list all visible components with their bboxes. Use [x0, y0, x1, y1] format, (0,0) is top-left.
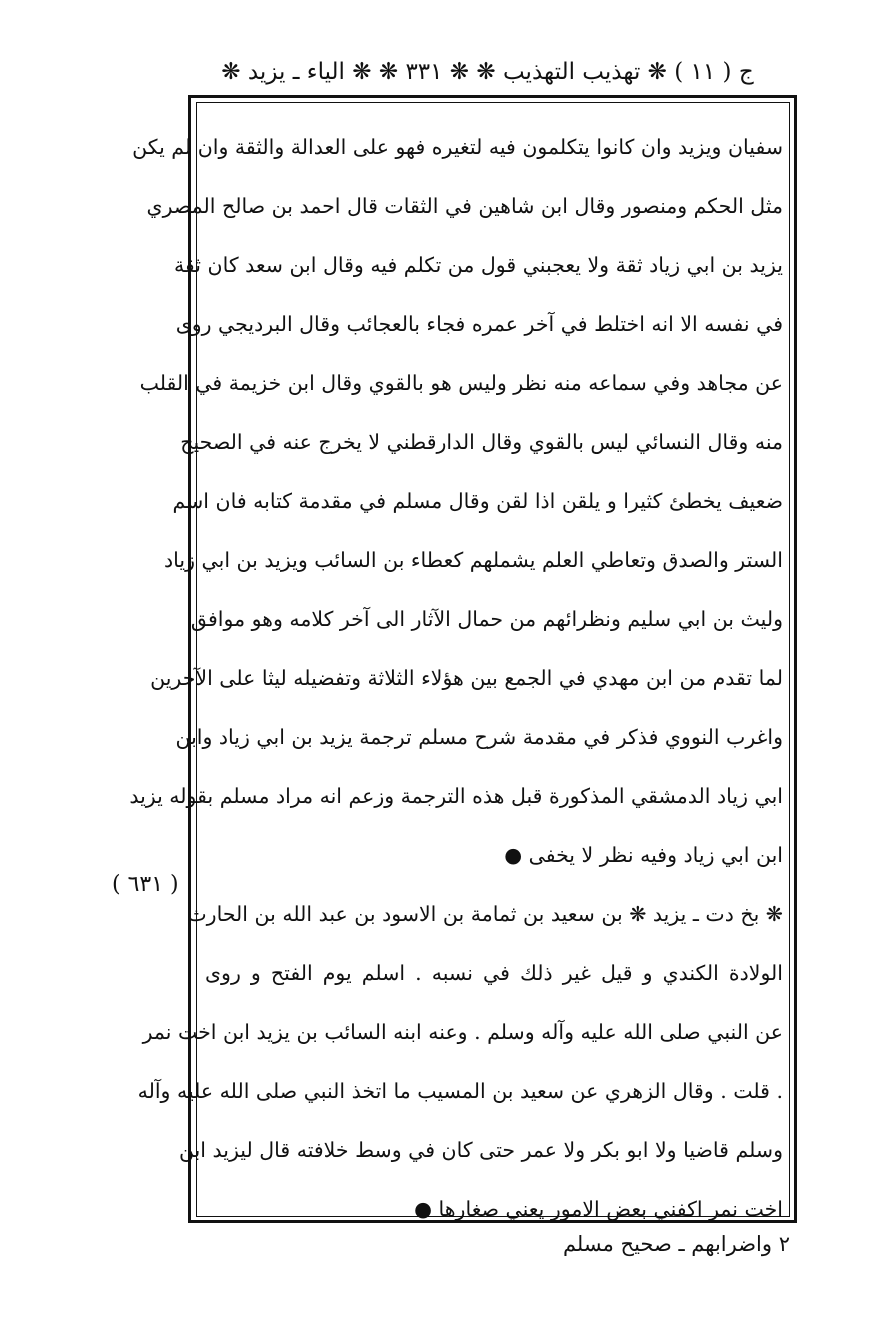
text-line: واغرب النووي فذكر في مقدمة شرح مسلم ترجمة يزيد بن ابي زياد وابن: [175, 725, 783, 749]
entry-heading-line: ❋ بخ دت ـ يزيد ❋ بن سعيد بن ثمامة بن الاسود بن عبد الله بن الحارث: [187, 902, 783, 926]
text-line: ضعيف يخطئ كثيرا و يلقن اذا لقن وقال مسلم في مقدمة كتابه فان اسم: [172, 489, 783, 513]
text-line: الولادة الكندي و قيل غير ذلك في نسبه . اسلم يوم الفتح و روى: [205, 961, 783, 985]
footnote: ٢ واضرابهم ـ صحيح مسلم: [562, 1232, 790, 1256]
text-line: الستر والصدق وتعاطي العلم يشملهم كعطاء بن السائب ويزيد بن ابي زياد: [164, 548, 783, 572]
margin-entry-number: ( ٦٣١ ): [112, 872, 179, 897]
text-line: عن النبي صلى الله عليه وآله وسلم . وعنه ابنه السائب بن يزيد ابن اخت نمر: [142, 1020, 783, 1044]
text-line: وسلم قاضيا ولا ابو بكر ولا عمر حتى كان في وسط خلافته قال ليزيد ابن: [179, 1138, 783, 1162]
text-line: مثل الحكم ومنصور وقال ابن شاهين في الثقات قال احمد بن صالح المصري: [146, 194, 783, 218]
text-line: لما تقدم من ابن مهدي في الجمع بين هؤلاء الثلاثة وتفضيله ليثا على الآخرين: [150, 666, 783, 690]
text-line: وليث بن ابي سليم ونظرائهم من حمال الآثار الى آخر كلامه وهو موافق: [190, 607, 783, 631]
text-line: اخت نمر اكفني بعض الامور يعني صغارها ●: [414, 1197, 783, 1221]
text-line: ابن ابي زياد وفيه نظر لا يخفى ●: [504, 843, 783, 867]
text-line: يزيد بن ابي زياد ثقة ولا يعجبني قول من تكلم فيه وقال ابن سعد كان ثقة: [173, 253, 783, 277]
text-line: سفيان ويزيد وان كانوا يتكلمون فيه لتغيره فهو على العدالة والثقة وان لم يكن: [132, 135, 783, 159]
text-line: عن مجاهد وفي سماعه منه نظر وليس هو بالقوي وقال ابن خزيمة في القلب: [139, 371, 783, 395]
text-line: منه وقال النسائي ليس بالقوي وقال الدارقطني لا يخرج عنه في الصحيح: [180, 430, 783, 454]
text-line: . قلت . وقال الزهري عن سعيد بن المسيب ما اتخذ النبي صلى الله عليه وآله: [137, 1079, 783, 1103]
text-line: ابي زياد الدمشقي المذكورة قبل هذه الترجمة وزعم انه مراد مسلم بقوله يزيد: [129, 784, 783, 808]
running-header: ج ( ١١ ) ❋ تهذيب التهذيب ❋ ❋ ٣٣١ ❋ ❋ الياء ـ يزيد ❋: [221, 59, 754, 85]
text-line: في نفسه الا انه اختلط في آخر عمره فجاء بالعجائب وقال البرديجي روى: [175, 312, 783, 336]
